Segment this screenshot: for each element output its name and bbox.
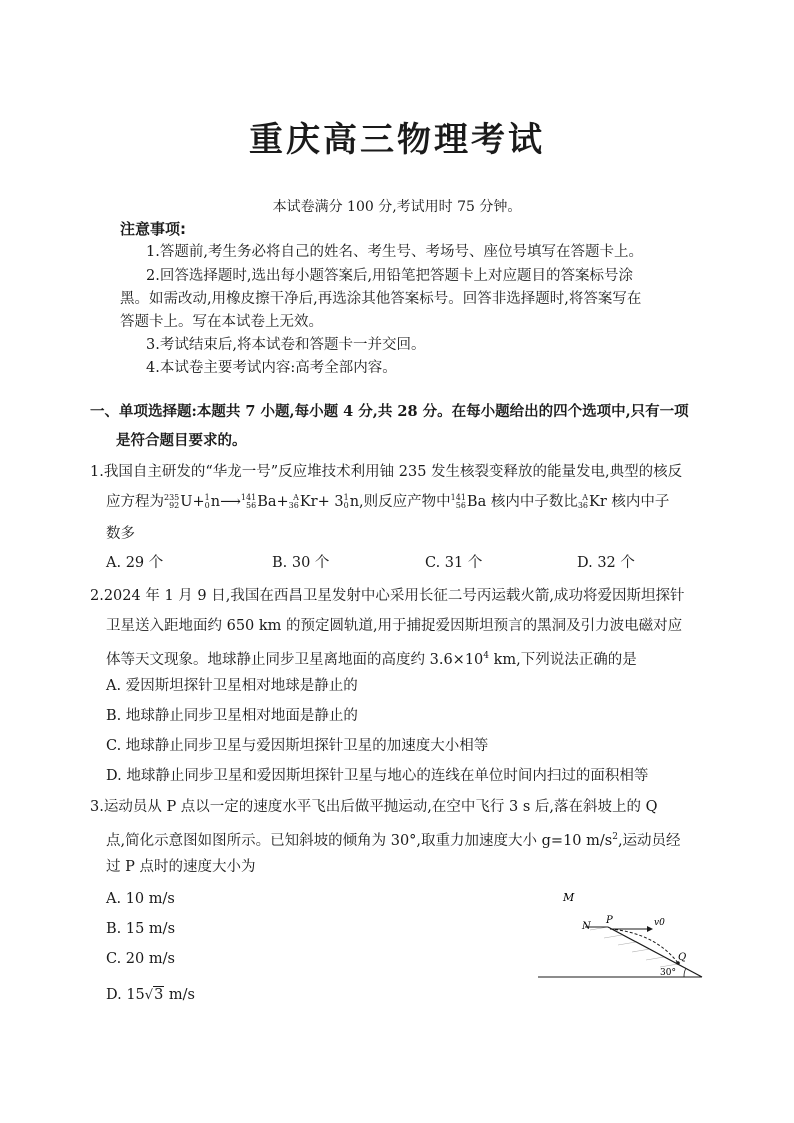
q3-option-a: A. 10 m/s	[106, 891, 175, 907]
section-heading-line2: 是符合题目要求的。	[116, 432, 247, 449]
slope-hatch	[590, 927, 678, 967]
nuclide-kr: A 36 Kr	[288, 493, 318, 510]
q1-option-c: C. 31 个	[425, 555, 483, 571]
q2-stem-line3: 体等天文现象。地球静止同步卫星离地面的高度约 $3.6\times 10^4$ km,下列说法正确的是	[106, 651, 637, 668]
q1-option-b: B. 30 个	[272, 555, 330, 571]
nuclide-ba141-ref: 141 56 Ba	[450, 493, 487, 510]
q1-option-a: A. 29 个	[106, 555, 164, 571]
q2-stem-line2: 卫星送入距地面约 650 km 的预定圆轨道,用于捕捉爱因斯坦预言的黑洞及引力波电磁对应	[106, 618, 683, 634]
nuclide-ba141: 141 56 Ba	[240, 493, 277, 510]
nuclide-neutron-2: 1 0 n	[343, 493, 360, 510]
q2-option-a: A. 爱因斯坦探针卫星相对地球是静止的	[106, 678, 358, 694]
notice-item-4: 4.本试卷主要考试内容:高考全部内容。	[146, 360, 397, 376]
q3-option-c: C. 20 m/s	[106, 951, 175, 967]
q3-stem-line3: 过 P 点时的速度大小为	[106, 859, 256, 875]
q3-option-b: B. 15 m/s	[106, 921, 176, 937]
nuclide-neutron: 1 0 n	[204, 493, 221, 510]
notice-item-2-end: 答题卡上。写在本试卷上无效。	[120, 314, 323, 330]
label-p: P	[606, 915, 613, 926]
label-angle: 30°	[660, 968, 676, 978]
section-heading-line1: 一、单项选择题:本题共 7 小题,每小题 4 分,共 28 分。在每小题给出的四个选项中,只有一项	[90, 403, 689, 420]
notice-item-2-cont: 黑。如需改动,用橡皮擦干净后,再选涂其他答案标号。回答非选择题时,将答案写在	[120, 291, 642, 307]
q1-stem-line1: 1.我国自主研发的“华龙一号”反应堆技术利用铀 235 发生核裂变释放的能量发电,典型的核反	[90, 464, 683, 480]
angle-arc	[684, 968, 686, 977]
slope-diagram	[530, 885, 720, 995]
notice-item-3: 3.考试结束后,将本试卷和答题卡一并交回。	[146, 337, 426, 353]
q1-stem-line3: 数多	[106, 526, 135, 542]
q2-option-b: B. 地球静止同步卫星相对地面是静止的	[106, 708, 358, 724]
q1-stem-line2: 应方程为 235 92 U + 1 0 n ⟶ 141 56 Ba + A 36 Kr + 3 1 0 n ,则反应产物中 141 56 Ba 核内中子数比 A 36 Kr 核内中子	[106, 493, 670, 510]
notice-item-2: 2.回答选择题时,选出每小题答案后,用铅笔把答题卡上对应题目的答案标号涂	[146, 268, 634, 284]
q2-option-d: D. 地球静止同步卫星和爱因斯坦探针卫星与地心的连线在单位时间内扫过的面积相等	[106, 768, 649, 784]
nuclide-kr-ref: A 36 Kr	[577, 493, 607, 510]
q3-option-d: D. 15√3 m/s	[106, 987, 195, 1003]
slope-line	[608, 927, 702, 977]
q2-option-c: C. 地球静止同步卫星与爱因斯坦探针卫星的加速度大小相等	[106, 738, 489, 754]
label-n: N	[582, 921, 591, 932]
q1-option-d: D. 32 个	[577, 555, 635, 571]
notice-item-1: 1.答题前,考生务必将自己的姓名、考生号、考场号、座位号填写在答题卡上。	[146, 244, 643, 260]
label-m: M	[563, 891, 575, 904]
q3-stem-line1: 3.运动员从 P 点以一定的速度水平飞出后做平抛运动,在空中飞行 3 s 后,落在斜坡上的 Q	[90, 799, 658, 815]
nuclide-u235: 235 92 U	[164, 493, 193, 510]
notice-heading: 注意事项:	[120, 220, 186, 238]
label-v0: v0	[654, 918, 665, 928]
page-title: 重庆高三物理考试	[249, 120, 545, 160]
reaction-arrow: ⟶	[220, 494, 241, 510]
label-q: Q	[678, 952, 687, 963]
q3-stem-line2: 点,简化示意图如图所示。已知斜坡的倾角为 30°,取重力加速度大小 g=10 $m/s^2$,运动员经	[106, 832, 681, 849]
q2-stem-line1: 2.2024 年 1 月 9 日,我国在西昌卫星发射中心采用长征二号丙运载火箭,成功将爱因斯坦探针	[90, 588, 685, 604]
exam-subtitle: 本试卷满分 100 分,考试用时 75 分钟。	[272, 199, 522, 215]
